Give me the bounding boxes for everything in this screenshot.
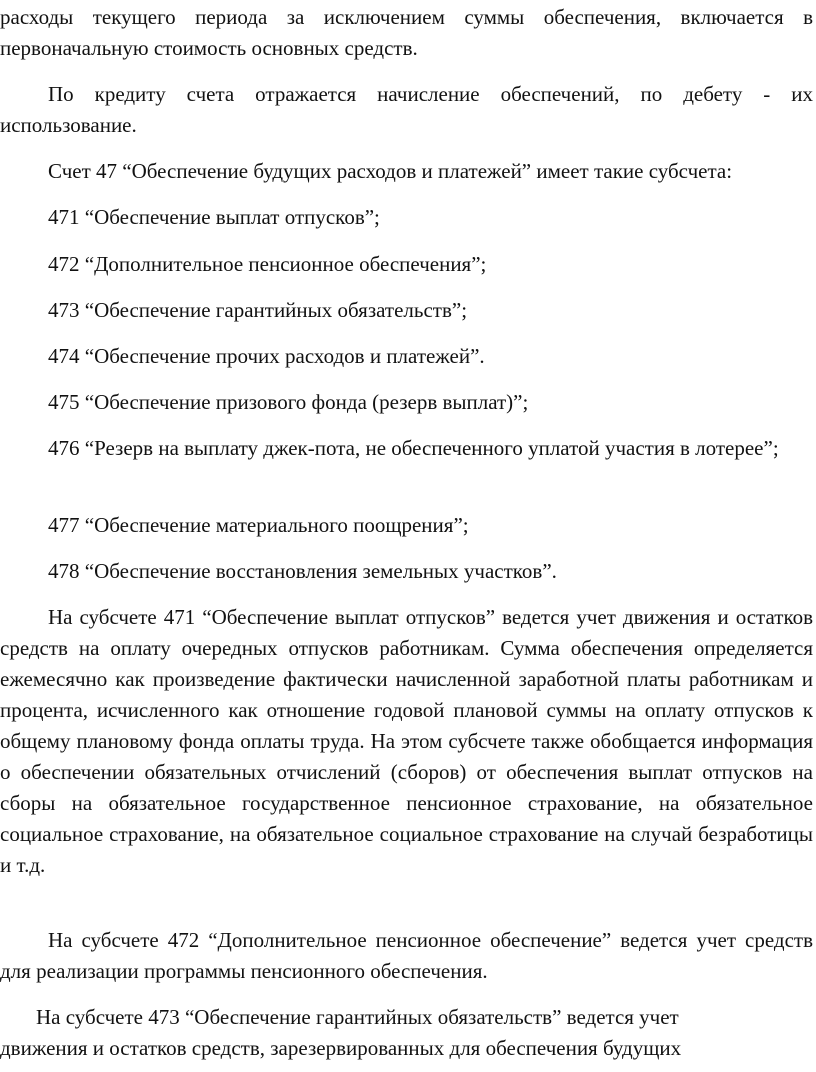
paragraph-subaccount-472: На субсчете 472 “Дополнительное пенсионное обеспечение” ведется учет средств для реализации программы пенсионного обеспечения. [0, 928, 813, 983]
paragraph-intro-continuation: расходы текущего периода за исключением суммы обеспечения, включается в первоначальную стоимость основных средств. [0, 5, 813, 60]
paragraph-subaccount-473-line-1: На субсчете 473 “Обеспечение гарантийных обязательств” ведется учет [36, 1005, 679, 1029]
list-item-477: 477 “Обеспечение материального поощрения”; [48, 513, 469, 537]
list-item-474: 474 “Обеспечение прочих расходов и платежей”. [48, 344, 485, 368]
paragraph-subaccount-473-line-2: движения и остатков средств, зарезервированных для обеспечения будущих [0, 1036, 682, 1060]
list-item-472: 472 “Дополнительное пенсионное обеспечения”; [48, 252, 487, 276]
list-item-478: 478 “Обеспечение восстановления земельных участков”. [48, 559, 557, 583]
paragraph-credit-debit: По кредиту счета отражается начисление обеспечений, по дебету - их использование. [0, 82, 813, 137]
list-item-473: 473 “Обеспечение гарантийных обязательств”; [48, 298, 468, 322]
list-item-476: 476 “Резерв на выплату джек-пота, не обеспеченного уплатой участия в лотерее”; [48, 436, 779, 460]
list-item-471: 471 “Обеспечение выплат отпусков”; [48, 205, 380, 229]
paragraph-account-47: Счет 47 “Обеспечение будущих расходов и платежей” имеет такие субсчета: [48, 159, 733, 183]
paragraph-subaccount-471: На субсчете 471 “Обеспечение выплат отпусков” ведется учет движения и остатков средств на оплату очередных отпусков работникам. Сумма обеспечения определяется ежемесячно как произведение фактически начисленной заработной платы работникам и процента, исчисленного как отношение годовой плановой суммы на оплату отпусков к общему плановому фонда оплаты труда. На этом субсчете также обобщается информация о обеспечении обязательных отчислений (сборов) от обеспечения выплат отпусков на сборы на обязательное государственное пенсионное страхование, на обязательное социальное страхование, на обязательное социальное страхование на случай безработицы и т.д. [0, 605, 813, 877]
list-item-475: 475 “Обеспечение призового фонда (резерв выплат)”; [48, 390, 529, 414]
